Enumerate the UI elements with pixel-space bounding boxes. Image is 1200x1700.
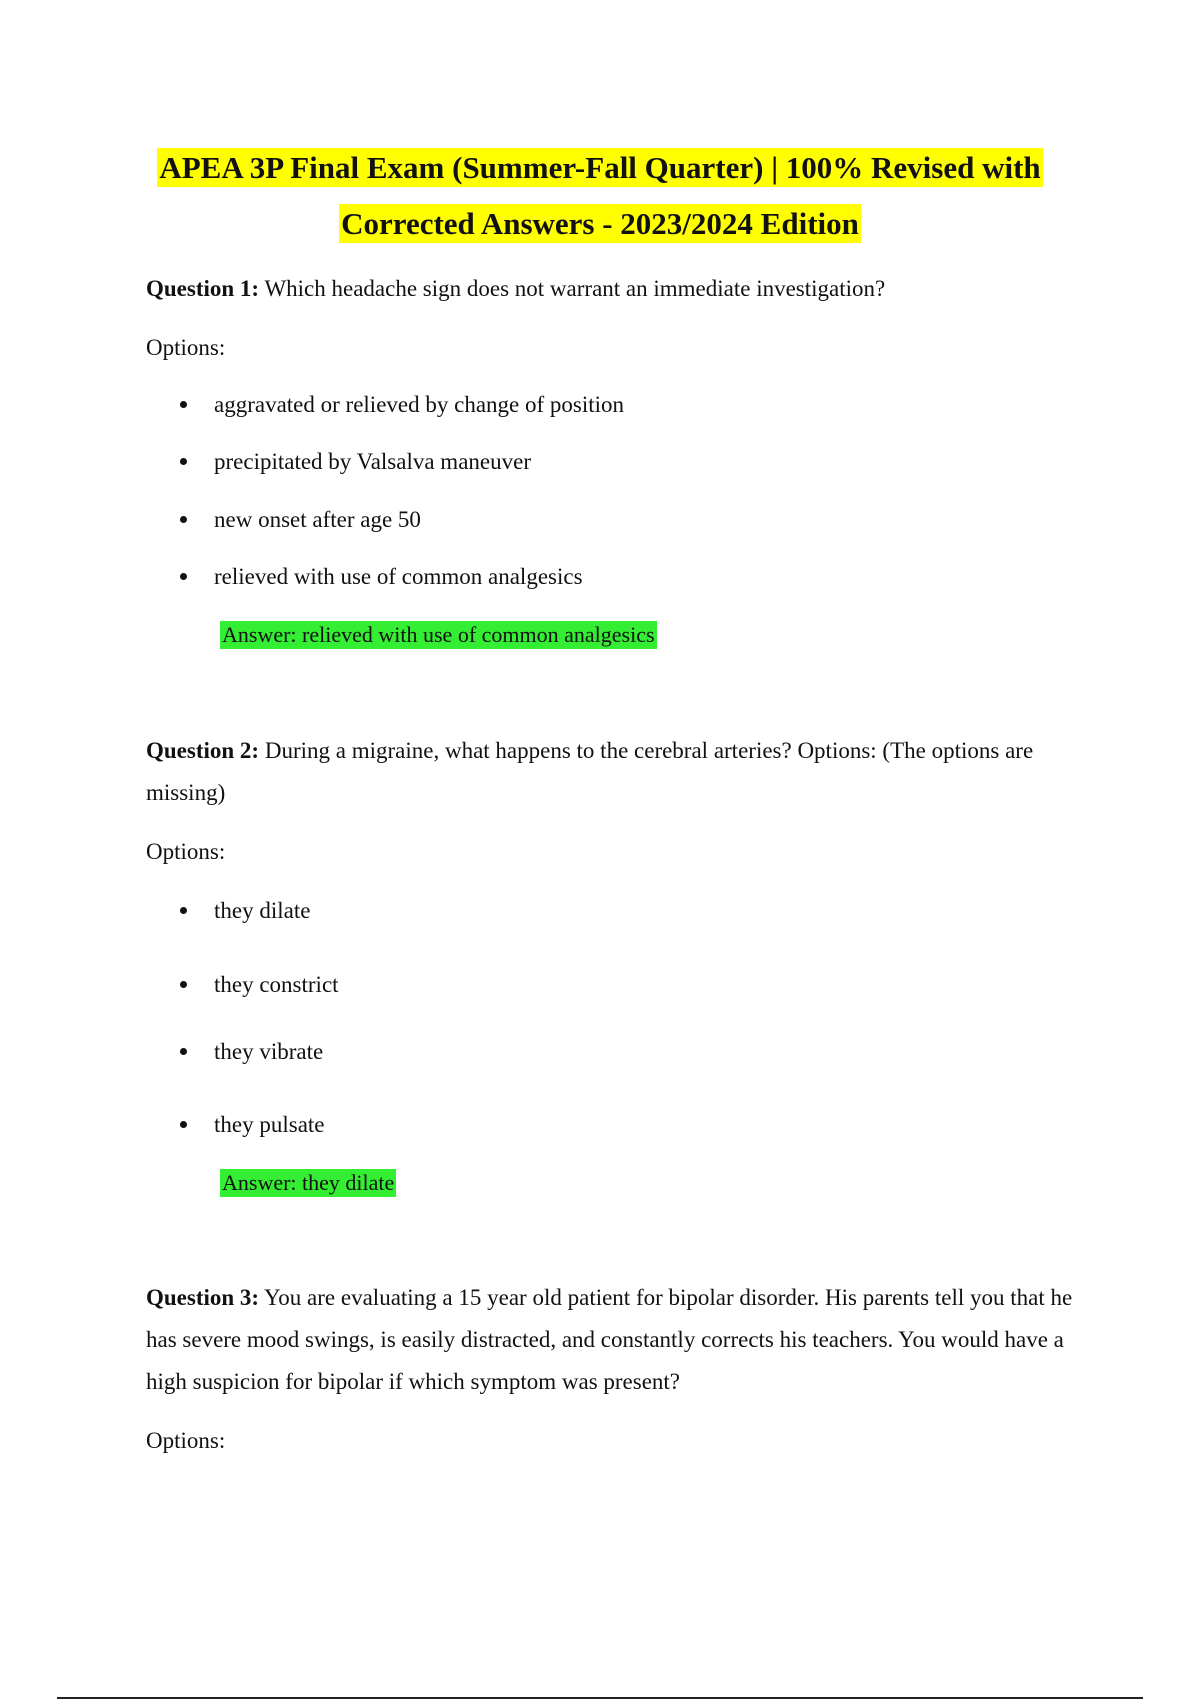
question-2-text: During a migraine, what happens to the cerebral arteries? Options: (The options are missing): [146, 738, 1034, 805]
bullet-icon: [180, 401, 187, 408]
title-line-2: Corrected Answers - 2023/2024 Edition: [341, 206, 859, 241]
question-3-options-label: Options:: [146, 1428, 226, 1453]
bullet-icon: [180, 1121, 187, 1128]
option-text: they dilate: [214, 898, 311, 923]
bullet-icon: [180, 458, 187, 465]
question-2-option-3: [180, 1037, 323, 1067]
bullet-icon: [180, 907, 187, 914]
option-text: aggravated or relieved by change of position: [214, 392, 625, 417]
option-text: relieved with use of common analgesics: [214, 564, 583, 589]
question-1-option-4: [180, 562, 583, 592]
question-1-options-label: Options:: [146, 335, 226, 360]
question-3-text: You are evaluating a 15 year old patient for bipolar disorder. His parents tell you that he has severe mood swings, is easily distracted, and constantly corrects his teachers. You would have a high suspicion for bipolar if which symptom was present?: [146, 1285, 1073, 1394]
title-line-1: APEA 3P Final Exam (Summer-Fall Quarter) | 100% Revised with: [159, 150, 1041, 185]
question-1-option-3: [180, 505, 421, 535]
option-text: they pulsate: [214, 1112, 325, 1137]
question-1-option-1: [180, 390, 624, 420]
bullet-icon: [180, 1048, 187, 1055]
question-1-label: Question 1:: [146, 276, 260, 301]
question-2-options-label: Options:: [146, 839, 226, 864]
document-title: [100, 140, 1100, 252]
bullet-icon: [180, 516, 187, 523]
bullet-icon: [180, 573, 187, 580]
question-1-option-2: [180, 447, 531, 477]
question-2: [146, 730, 1080, 814]
footer-divider: [57, 1697, 1143, 1699]
option-text: they constrict: [214, 972, 339, 997]
question-2-option-1: [180, 896, 310, 926]
bullet-icon: [180, 981, 187, 988]
question-2-option-4: [180, 1110, 325, 1140]
question-2-option-2: [180, 970, 339, 1000]
question-1-text: Which headache sign does not warrant an immediate investigation?: [264, 276, 886, 301]
question-1: [146, 268, 1080, 310]
question-2-label: Question 2:: [146, 738, 260, 763]
question-3-label: Question 3:: [146, 1285, 260, 1310]
option-text: new onset after age 50: [214, 507, 421, 532]
option-text: they vibrate: [214, 1039, 324, 1064]
question-2-answer: Answer: they dilate: [222, 1170, 395, 1195]
question-1-answer: Answer: relieved with use of common analgesics: [222, 622, 655, 647]
question-3: [146, 1277, 1080, 1403]
option-text: precipitated by Valsalva maneuver: [214, 449, 531, 474]
